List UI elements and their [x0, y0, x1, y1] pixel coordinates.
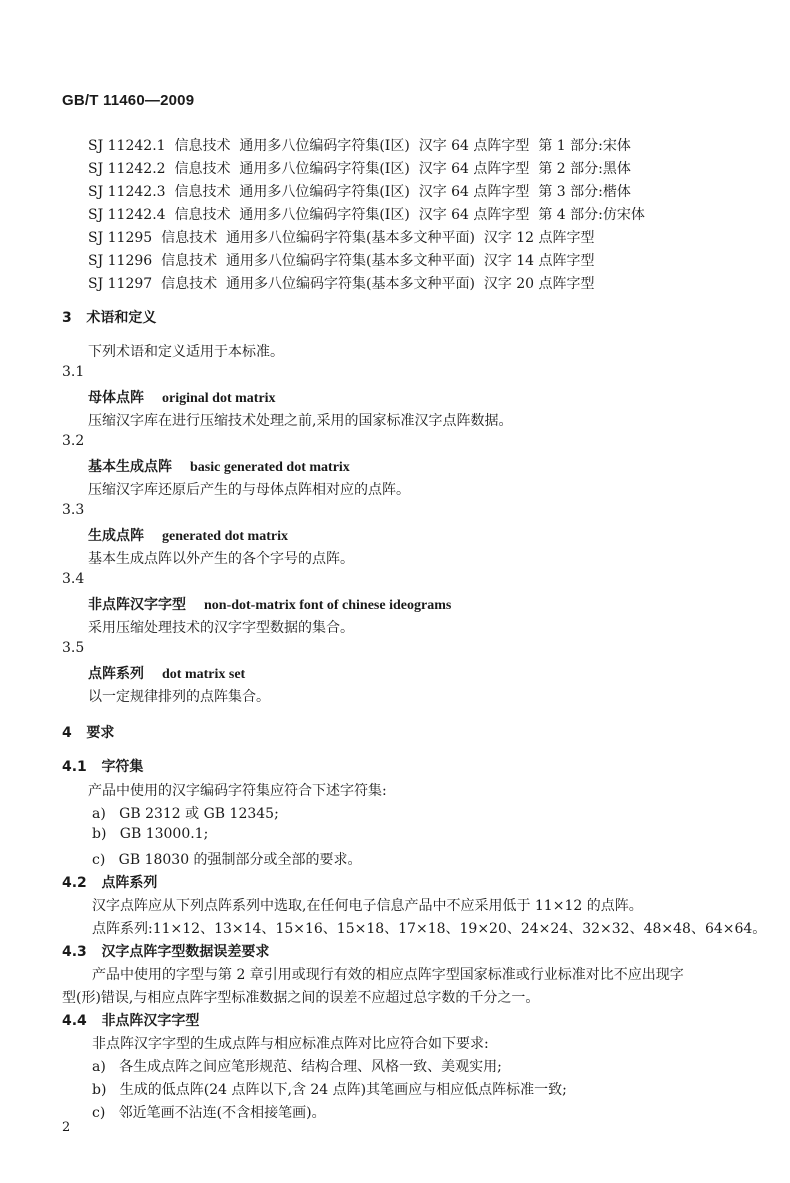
list-item: a) GB 2312 或 GB 12345; [92, 806, 279, 822]
term-chinese: 非点阵汉字字型 [88, 597, 186, 613]
term-chinese: 点阵系列 [88, 666, 144, 682]
paragraph: 型(形)错误,与相应点阵字型标准数据之间的误差不应超过总字数的千分之一。 [62, 990, 540, 1006]
section-3-intro: 下列术语和定义适用于本标准。 [88, 344, 284, 360]
term-english: generated dot matrix [162, 529, 288, 544]
paragraph: 汉字点阵应从下列点阵系列中选取,在任何电子信息产品中不应采用低于 11×12 的点阵。 [92, 898, 643, 914]
section-number: 4 [62, 725, 72, 741]
subsection-title: 字符集 [101, 759, 144, 775]
reference-line: SJ 11297 信息技术 通用多八位编码字符集(基本多文种平面) 汉字 20 点阵字型 [88, 276, 595, 292]
subsection-title: 点阵系列 [101, 875, 158, 891]
subsection-4-4-heading [62, 1010, 199, 1030]
term-chinese: 母体点阵 [88, 390, 144, 406]
term-english: non-dot-matrix font of chinese ideograms [204, 598, 452, 613]
term-number: 3.5 [62, 640, 85, 656]
term-definition: 基本生成点阵以外产生的各个字号的点阵。 [88, 551, 354, 567]
term-heading [88, 663, 245, 683]
standard-number-header: GB/T 11460—2009 [62, 92, 195, 109]
term-definition: 采用压缩处理技术的汉字字型数据的集合。 [88, 620, 354, 636]
term-number: 3.1 [62, 364, 85, 380]
list-item: b) 生成的低点阵(24 点阵以下,含 24 点阵)其笔画应与相应低点阵标准一致; [92, 1082, 567, 1098]
subsection-title: 汉字点阵字型数据误差要求 [101, 944, 270, 960]
reference-line: SJ 11242.4 信息技术 通用多八位编码字符集(Ⅰ区) 汉字 64 点阵字型 第 4 部分:仿宋体 [88, 207, 645, 223]
term-heading [88, 387, 276, 407]
term-heading [88, 594, 451, 614]
subsection-number: 4.4 [62, 1013, 87, 1029]
reference-line: SJ 11242.2 信息技术 通用多八位编码字符集(Ⅰ区) 汉字 64 点阵字型 第 2 部分:黑体 [88, 161, 631, 177]
paragraph: 非点阵汉字字型的生成点阵与相应标准点阵对比应符合如下要求: [92, 1036, 489, 1052]
subsection-number: 4.2 [62, 875, 87, 891]
term-chinese: 基本生成点阵 [88, 459, 172, 475]
paragraph: 产品中使用的字型与第 2 章引用或现行有效的相应点阵字型国家标准或行业标准对比不应出现字 [92, 967, 684, 983]
section-title: 术语和定义 [86, 310, 157, 326]
term-number: 3.3 [62, 502, 85, 518]
list-item: c) GB 18030 的强制部分或全部的要求。 [92, 852, 362, 868]
subsection-title: 非点阵汉字字型 [101, 1013, 200, 1029]
list-item: a) 各生成点阵之间应笔形规范、结构合理、风格一致、美观实用; [92, 1059, 502, 1075]
term-heading [88, 525, 288, 545]
term-definition: 以一定规律排列的点阵集合。 [88, 689, 270, 705]
term-heading [88, 456, 350, 476]
term-number: 3.4 [62, 571, 85, 587]
dot-matrix-set-list: 点阵系列:11×12、13×14、15×16、15×18、17×18、19×20、24×24、32×32、48×48、64×64。 [92, 921, 767, 937]
list-item: b) GB 13000.1; [92, 826, 209, 842]
list-item: c) 邻近笔画不沾连(不含相接笔画)。 [92, 1105, 326, 1121]
reference-line: SJ 11295 信息技术 通用多八位编码字符集(基本多文种平面) 汉字 12 点阵字型 [88, 230, 595, 246]
reference-line: SJ 11242.1 信息技术 通用多八位编码字符集(Ⅰ区) 汉字 64 点阵字型 第 1 部分:宋体 [88, 138, 631, 154]
subsection-number: 4.1 [62, 759, 87, 775]
term-number: 3.2 [62, 433, 85, 449]
section-title: 要求 [86, 725, 115, 741]
term-english: dot matrix set [162, 667, 246, 682]
subsection-number: 4.3 [62, 944, 87, 960]
section-number: 3 [62, 310, 72, 326]
reference-line: SJ 11242.3 信息技术 通用多八位编码字符集(Ⅰ区) 汉字 64 点阵字型 第 3 部分:楷体 [88, 184, 631, 200]
term-chinese: 生成点阵 [88, 528, 144, 544]
term-english: basic generated dot matrix [190, 460, 350, 475]
reference-line: SJ 11296 信息技术 通用多八位编码字符集(基本多文种平面) 汉字 14 点阵字型 [88, 253, 595, 269]
subsection-4-1-heading [62, 756, 143, 776]
section-3-heading [62, 307, 156, 327]
term-definition: 压缩汉字库在进行压缩技术处理之前,采用的国家标准汉字点阵数据。 [88, 413, 513, 429]
subsection-4-2-heading [62, 872, 157, 892]
section-4-heading [62, 722, 114, 742]
term-definition: 压缩汉字库还原后产生的与母体点阵相对应的点阵。 [88, 482, 410, 498]
page-number: 2 [62, 1120, 71, 1135]
term-english: original dot matrix [162, 391, 276, 406]
paragraph: 产品中使用的汉字编码字符集应符合下述字符集: [88, 783, 387, 799]
subsection-4-3-heading [62, 941, 269, 961]
